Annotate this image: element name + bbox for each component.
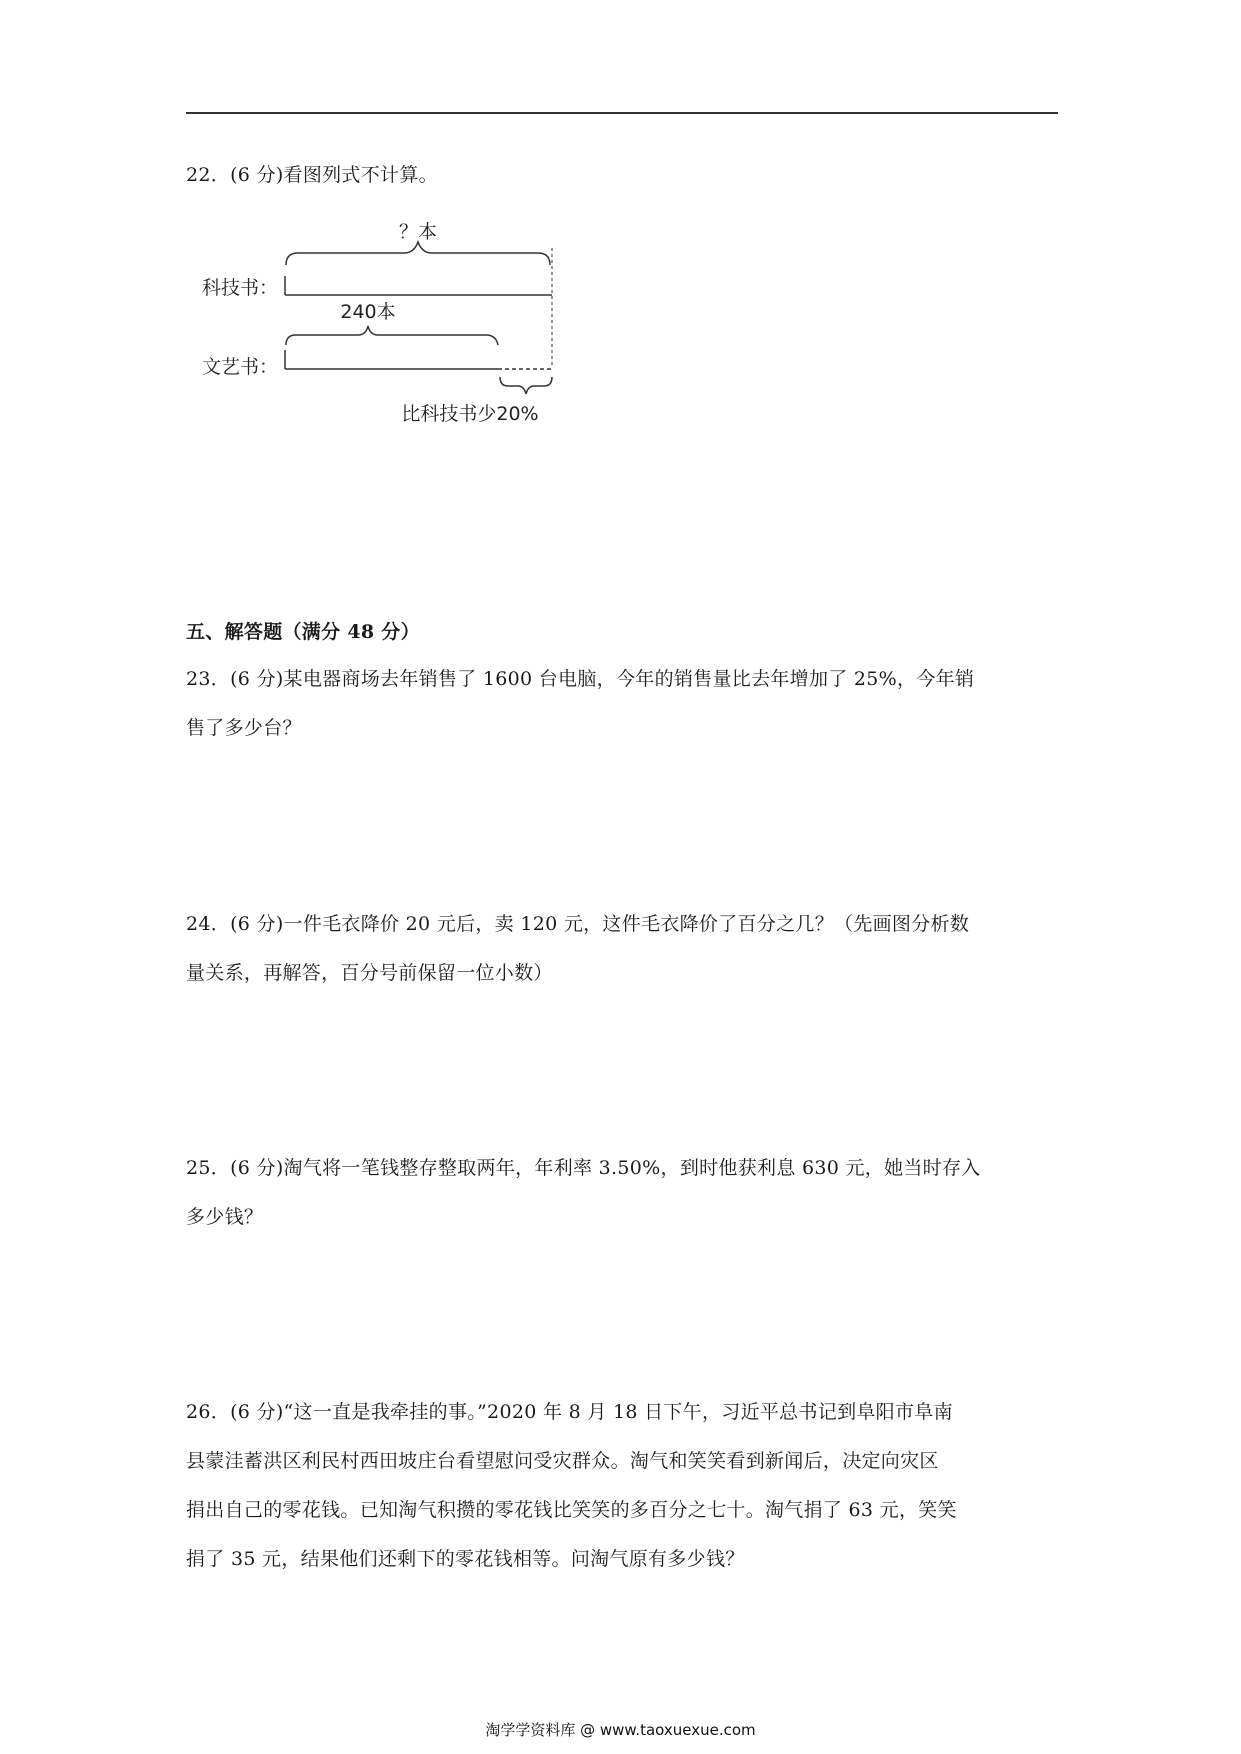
header-rule bbox=[186, 112, 1058, 114]
question-26-line-2: 县蒙洼蓄洪区利民村西田坡庄台看望慰问受灾群众。淘气和笑笑看到新闻后，决定向灾区 bbox=[186, 1450, 939, 1472]
question-23-line-1: 23．(6 分)某电器商场去年销售了 1600 台电脑，今年的销售量比去年增加了 25%，今年销 bbox=[186, 668, 975, 690]
question-25-line-2: 多少钱？ bbox=[186, 1206, 264, 1228]
top-question-label: ？本 bbox=[398, 221, 438, 243]
question-25-line-1: 25．(6 分)淘气将一笔钱整存整取两年，年利率 3.50%，到时他获利息 630 元，她当时存入 bbox=[186, 1157, 981, 1179]
bar-diagram bbox=[190, 220, 650, 440]
question-26-line-4: 捐了 35 元，结果他们还剩下的零花钱相等。问淘气原有多少钱？ bbox=[186, 1548, 745, 1570]
question-23-line-2: 售了多少台？ bbox=[186, 717, 302, 739]
question-26-line-3: 捐出自己的零花钱。已知淘气积攒的零花钱比笑笑的多百分之七十。淘气捐了 63 元，笑笑 bbox=[186, 1499, 957, 1521]
top-brace bbox=[286, 242, 550, 265]
question-24-line-2: 量关系，再解答，百分号前保留一位小数） bbox=[186, 962, 553, 984]
question-26-line-1: 26．(6 分)“这一直是我牵挂的事。”2020 年 8 月 18 日下午，习近平总书记到阜阳市阜南 bbox=[186, 1401, 953, 1423]
section-5-heading: 五、解答题（满分 48 分） bbox=[186, 621, 420, 643]
question-22-title: 22．(6 分)看图列式不计算。 bbox=[186, 164, 438, 186]
mid-brace bbox=[286, 326, 498, 345]
row1-label: 科技书： bbox=[202, 277, 279, 299]
row2-label: 文艺书： bbox=[202, 356, 279, 378]
bottom-brace bbox=[500, 377, 552, 394]
mid-value-label: 240本 bbox=[340, 301, 396, 323]
question-24-line-1: 24．(6 分)一件毛衣降价 20 元后，卖 120 元，这件毛衣降价了百分之几？（先画图分析数 bbox=[186, 913, 970, 935]
footer-watermark: 淘学学资料库 @ www.taoxuexue.com bbox=[485, 1721, 756, 1739]
bottom-difference-label: 比科技书少20% bbox=[401, 403, 539, 425]
